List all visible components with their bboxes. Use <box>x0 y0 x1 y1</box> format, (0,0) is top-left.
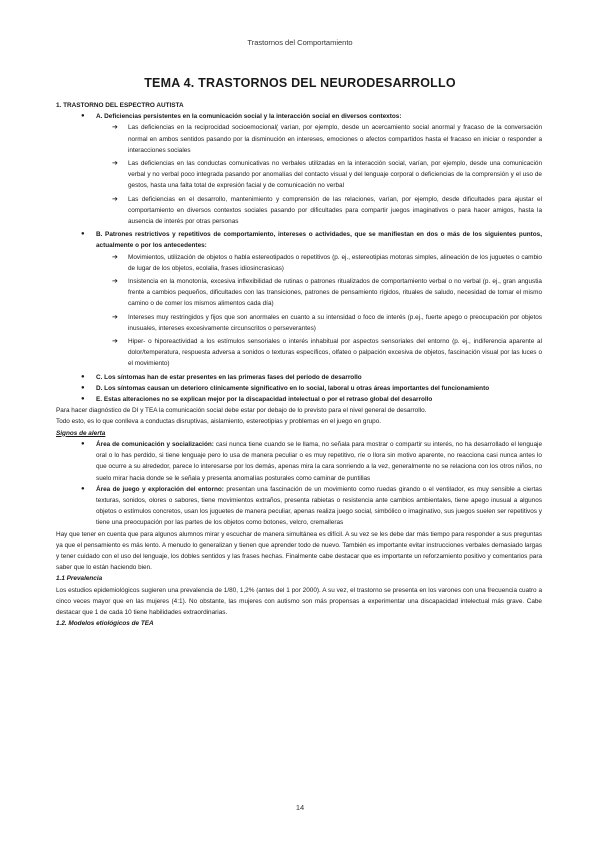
criterion-d-text: D. Los síntomas causan un deterioro clínicamente significativo en lo social, laboral u otras áreas importantes del funcionamiento <box>96 384 490 392</box>
bullet-icon: ● <box>81 384 85 391</box>
arrow-right-icon: ➔ <box>112 253 118 261</box>
list-item <box>96 122 542 156</box>
closing-paragraph: Hay que tener en cuenta que para algunos alumnos mirar y escuchar de manera simultánea es difícil. A su vez se les debe dar más tiempo para responder a sus preguntas ya que el pensamiento es más lento. A menudo lo generalizan y tienen que aprender todo de nuevo. También es importante evitar instrucciones verbales demasiado largas y tener cuidado con el uso del lenguaje, los dobles sentidos y las frases hechas. Finalmente cabe destacar que es importante un reforzamiento positivo y comentarios para saber que lo están haciendo bien. <box>56 530 542 572</box>
criterion-b-items <box>96 252 542 370</box>
arrow-right-icon: ➔ <box>112 195 118 203</box>
list-item <box>96 336 542 370</box>
list-item <box>96 276 542 310</box>
list-item <box>96 158 542 192</box>
criterion-a-label: A. Deficiencias persistentes en la comunicación social y la interacción social en diversos contextos: <box>96 113 402 121</box>
list-item-text: Intereses muy restringidos y fijos que son anormales en cuanto a su intensidad o foco de interés (p.ej., fuerte apego o preocupación por objetos inusuales, intereses excesivamente circunscritos o perseverantes) <box>128 313 542 332</box>
bullet-icon: ● <box>81 231 85 238</box>
criterion-e-text: E. Estas alteraciones no se explican mejor por la discapacidad intelectual o por el retraso global del desarrollo <box>96 396 433 404</box>
list-item <box>96 312 542 334</box>
criterion-a <box>56 111 542 227</box>
warning-communication <box>56 439 542 484</box>
criterion-b <box>56 229 542 369</box>
prevalence-text: Los estudios epidemiológicos sugieren una prevalencia de 1/80, 1,2% (antes del 1 por 2000). A su vez, el trastorno se presenta en los varones con una frecuencia cuatro a cinco veces mayor que en las mujeres (4:1). No obstante, las mujeres con autismo son más propensas a experimentar una discapacidad intelectual más grave. Cabe destacar que 1 de cada 10 tiene habilidades extraordinarias. <box>56 586 542 616</box>
criterion-c-text: C. Los síntomas han de estar presentes en las primeras fases del período de desarrollo <box>96 373 362 381</box>
list-item-text: Las deficiencias en las conductas comunicativas no verbales utilizadas en la interacción social, varían, por ejemplo, desde una comunicación verbal y no verbal poco integrada pasando por anomalías del contacto visual y del lenguaje corporal o deficiencias de la comprensión y el uso de gestos, hasta una falta total de expresión facial y de comunicación no verbal <box>128 160 542 190</box>
warning-signs-list <box>56 439 542 529</box>
arrow-right-icon: ➔ <box>112 124 118 132</box>
criterion-a-items <box>96 122 542 227</box>
criterion-d <box>56 383 542 394</box>
section-heading: 1. TRASTORNO DEL ESPECTRO AUTISTA <box>56 102 184 109</box>
criteria-list <box>56 111 542 405</box>
warning-signs-title: Signos de alerta <box>56 429 106 437</box>
arrow-right-icon: ➔ <box>112 338 118 346</box>
list-item-text: Insistencia en la monotonía, excesiva inflexibilidad de rutinas o patrones ritualizados de comportamiento verbal o no verbal (p. ej., gran angustia frente a cambios pequeños, dificultades con las transiciones, patrones de pensamiento rígidos, rituales de saludo, necesidad de tomar el mismo camino o de comer los mismos alimentos cada día) <box>128 278 542 308</box>
arrow-right-icon: ➔ <box>112 278 118 286</box>
warning-play <box>56 484 542 529</box>
etiology-title: 1.2. Modelos etiológicos de TEA <box>56 620 154 628</box>
page-number: 14 <box>295 803 305 812</box>
arrow-right-icon: ➔ <box>112 313 118 321</box>
criterion-e <box>56 394 542 405</box>
prevalence-title: 1.1 Prevalencia <box>56 575 103 583</box>
arrow-right-icon: ➔ <box>112 160 118 168</box>
bullet-icon: ● <box>81 485 85 492</box>
list-item-text: Las deficiencias en la reciprocidad socioemocional( varían, por ejemplo, desde un acercamiento social anormal y fracaso de la conversación normal en ambos sentidos pasando por la disminución en intereses, emociones o afectos compartidos hasta el fracaso en iniciar o responder a interacciones sociales <box>128 124 542 154</box>
warning-play-label: Área de juego y exploración del entorno: <box>96 485 224 493</box>
warning-communication-body: casi nunca tiene cuando se le llama, no señala para mostrar o compartir su interés, no ha desarrollado el lenguaje oral o lo has perdido, si tiene lenguaje pero lo usa de manera peculiar o es muy repetitivo, ríe o llora sin motivo aparente, no reacciona casi nunca antes lo que ocurre a su alrededor, parece lo interesarse por los demás, apenas mira la cara sonriendo a la vez, generalmente no se relaciona con los otros niños, no suelo mirar hacia donde se le señala y presenta anomalías posturales como caminar de puntillas <box>96 440 542 482</box>
warning-play-text <box>96 484 542 529</box>
bullet-icon: ● <box>81 396 85 403</box>
warning-communication-text <box>96 439 542 484</box>
document-body <box>56 100 542 629</box>
bullet-icon: ● <box>81 373 85 380</box>
summary-note: Todo esto, es lo que conlleva a conductas disruptivas, aislamiento, estereotipias y problemas en el juego en grupo. <box>56 418 382 426</box>
diagnosis-note: Para hacer diagnóstico de DI y TEA la comunicación social debe estar por debajo de lo previsto para el nivel general de desarrollo. <box>56 407 427 415</box>
list-item-text: Las deficiencias en el desarrollo, mantenimiento y comprensión de las relaciones, varían, por ejemplo, desde dificultades para ajustar el comportamiento en diversos contextos sociales pasando por dificultades para compartir juegos imaginativos o para hacer amigos, hasta la ausencia de interés por otras personas <box>128 195 542 226</box>
list-item-text: Hiper- o hiporeactividad a los estímulos sensoriales o interés inhabitual por aspectos sensoriales del entorno (p. ej., indiferencia aparente al dolor/temperatura, respuesta adversa a sonidos o texturas específicos, olfateo o palpación excesiva de objetos, fascinación visual por las luces o el movimiento) <box>128 338 542 368</box>
criterion-b-label: B. Patrones restrictivos y repetitivos de comportamiento, intereses o actividades, que se manifiestan en dos o más de los siguientes puntos, actualmente o por los antecedentes: <box>96 231 542 250</box>
warning-communication-label: Área de comunicación y socialización: <box>96 440 214 448</box>
warning-play-body: presentan una fascinación de un movimiento como ruedas girando o el ventilador, es muy sensible a ciertas texturas, sonidos, olores o sabores, tiene movimientos extraños, presenta rabietas o resistencia ante cambios ambientales, tiene apego inusual a algunos objetos o estímulos concretos, usan los juguetes de manera peculiar, apenas realiza juego social, simbólico o imaginativo, sus juegos suelen ser repetitivos y tiene una preocupación por las partes de los objetos como botones, velcro, cremalleras <box>96 485 542 527</box>
criterion-c <box>56 372 542 383</box>
running-header: Trastornos del Comportamiento <box>247 38 353 47</box>
list-item <box>96 194 542 228</box>
list-item-text: Movimientos, utilización de objetos o habla estereotipados o repetitivos (p. ej., estereotipias motoras simples, alineación de los juguetes o cambio de lugar de los objetos, ecolalia, frases idiosincrasicas) <box>128 253 542 272</box>
page-title: TEMA 4. TRASTORNOS DEL NEURODESARROLLO <box>144 76 456 90</box>
bullet-icon: ● <box>81 113 85 120</box>
bullet-icon: ● <box>81 440 85 447</box>
list-item <box>96 252 542 274</box>
